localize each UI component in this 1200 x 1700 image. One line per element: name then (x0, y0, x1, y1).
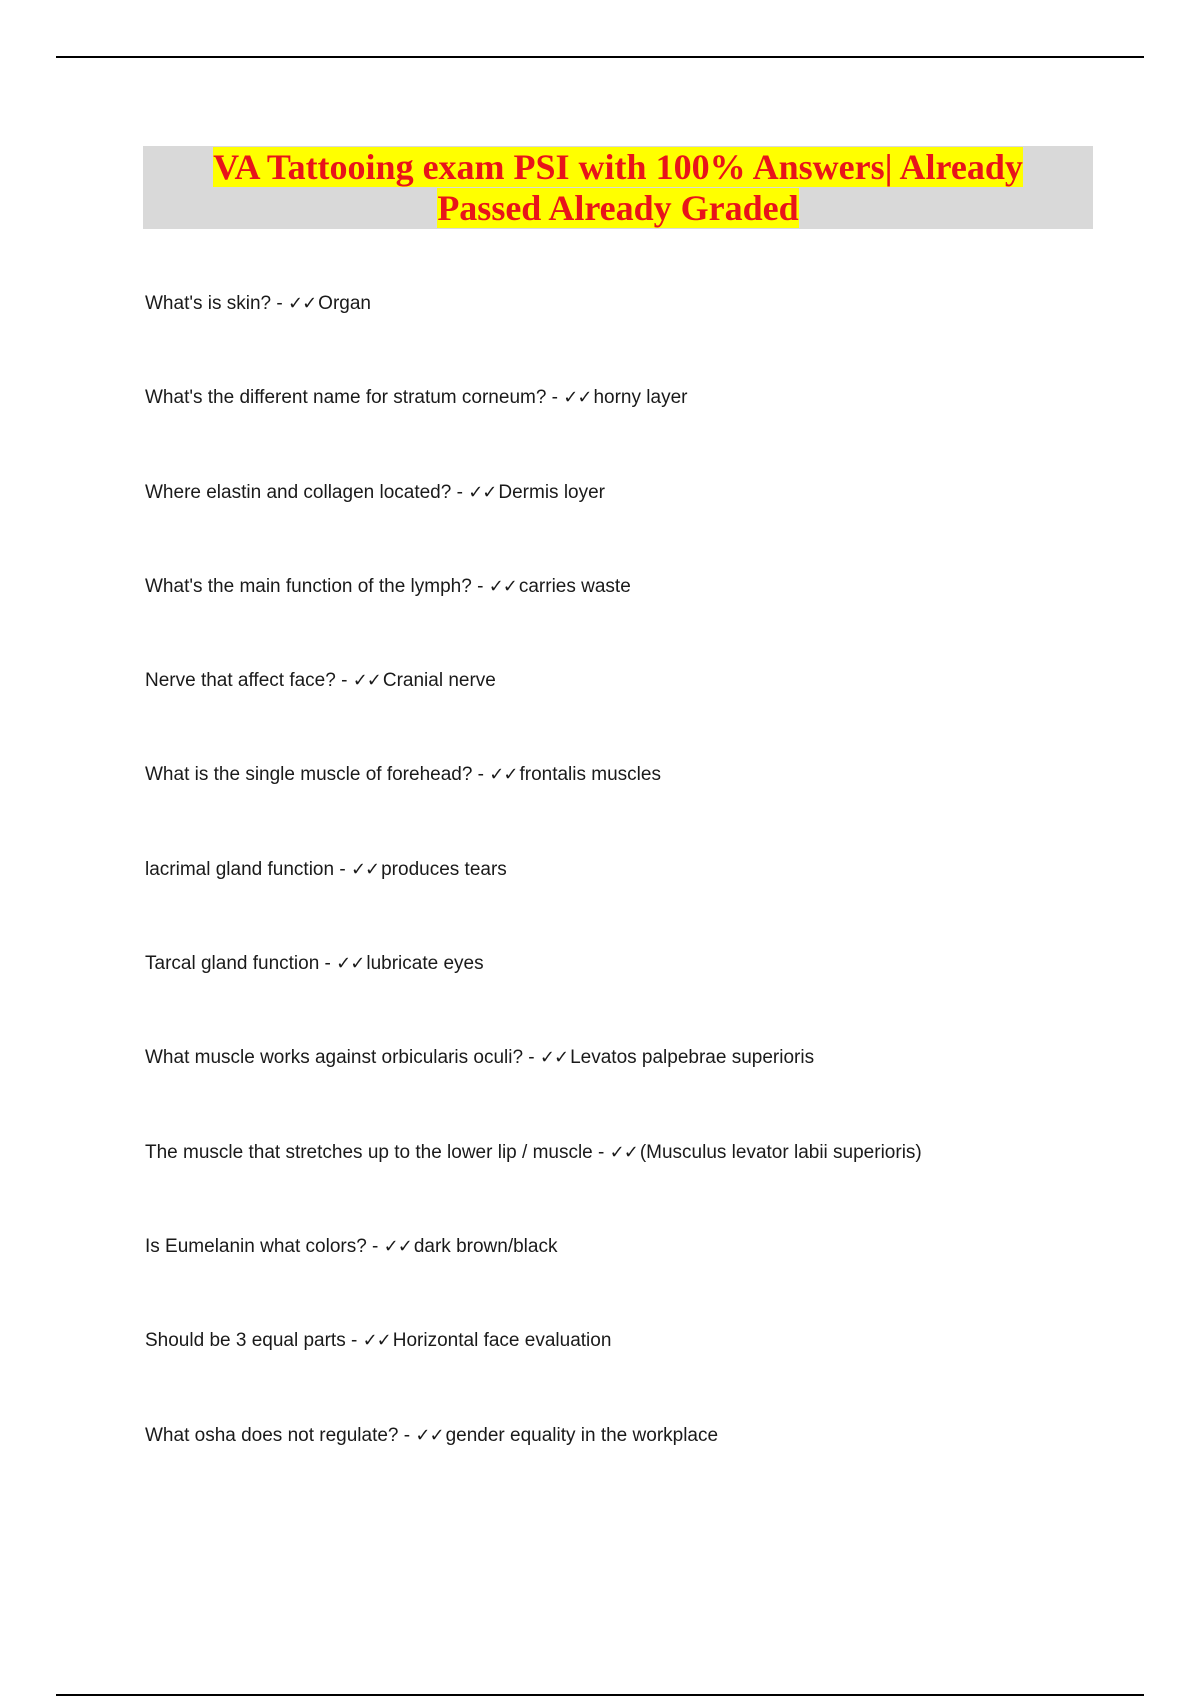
question-text: The muscle that stretches up to the lower lip / muscle - (145, 1141, 610, 1163)
qa-item (145, 667, 922, 761)
qa-item (145, 950, 922, 1044)
question-text: What's is skin? - (145, 293, 288, 314)
double-check-icon: ✓✓ (488, 575, 517, 597)
qa-item (145, 290, 922, 384)
question-text: What's the main function of the lymph? - (145, 575, 489, 597)
answer-text: carries waste (518, 575, 631, 597)
question-text: Where elastin and collagen located? - (145, 481, 469, 503)
answer-text: dark brown/black (413, 1235, 558, 1257)
answer-text: horny layer (593, 387, 688, 409)
answer-text: frontalis muscles (519, 764, 661, 786)
double-check-icon: ✓✓ (362, 1330, 391, 1352)
document-title-line-2: Passed Already Graded (437, 188, 799, 228)
answer-text: Cranial nerve (382, 670, 496, 692)
qa-item (145, 479, 922, 573)
answer-text: lubricate eyes (366, 953, 484, 975)
answer-text: Horizontal face evaluation (392, 1330, 612, 1352)
answer-text: Dermis loyer (498, 481, 605, 503)
double-check-icon: ✓✓ (288, 293, 317, 314)
question-text: lacrimal gland function - (145, 858, 351, 880)
double-check-icon: ✓✓ (468, 481, 497, 503)
question-text: What osha does not regulate? - (145, 1424, 416, 1446)
qa-item (145, 761, 922, 855)
qa-item (145, 1327, 922, 1421)
document-title-line-1: VA Tattooing exam PSI with 100% Answers| Already (213, 147, 1023, 187)
question-text: Tarcal gland function - (145, 953, 337, 975)
double-check-icon: ✓✓ (563, 387, 592, 409)
double-check-icon: ✓✓ (489, 764, 518, 786)
qa-item (145, 573, 922, 667)
double-check-icon: ✓✓ (609, 1141, 638, 1163)
page-top-rule (56, 56, 1144, 58)
answer-text: gender equality in the workplace (445, 1424, 719, 1446)
qa-list (145, 290, 922, 1516)
question-text: What muscle works against orbicularis oculi? - (145, 1047, 540, 1069)
qa-item (145, 1044, 922, 1138)
answer-text: (Musculus levator labii superioris) (639, 1141, 922, 1163)
double-check-icon: ✓✓ (350, 858, 380, 880)
question-text: Should be 3 equal parts - (145, 1330, 363, 1352)
double-check-icon: ✓✓ (539, 1047, 569, 1069)
qa-item (145, 1233, 922, 1327)
double-check-icon: ✓✓ (352, 670, 381, 692)
answer-text: Levatos palpebrae superioris (570, 1047, 815, 1069)
double-check-icon: ✓✓ (336, 953, 365, 975)
double-check-icon: ✓✓ (415, 1424, 444, 1446)
double-check-icon: ✓✓ (383, 1235, 412, 1257)
question-text: What's the different name for stratum corneum? - (145, 387, 564, 409)
qa-item (145, 384, 922, 478)
page-bottom-rule (56, 1694, 1144, 1696)
question-text: Is Eumelanin what colors? - (145, 1235, 384, 1257)
qa-item (145, 1139, 922, 1233)
question-text: Nerve that affect face? - (145, 670, 353, 692)
document-title (143, 146, 1093, 229)
question-text: What is the single muscle of forehead? - (145, 764, 490, 786)
qa-item (145, 856, 922, 950)
answer-text: Organ (318, 293, 371, 314)
qa-item (145, 1422, 922, 1516)
answer-text: produces tears (381, 858, 507, 880)
